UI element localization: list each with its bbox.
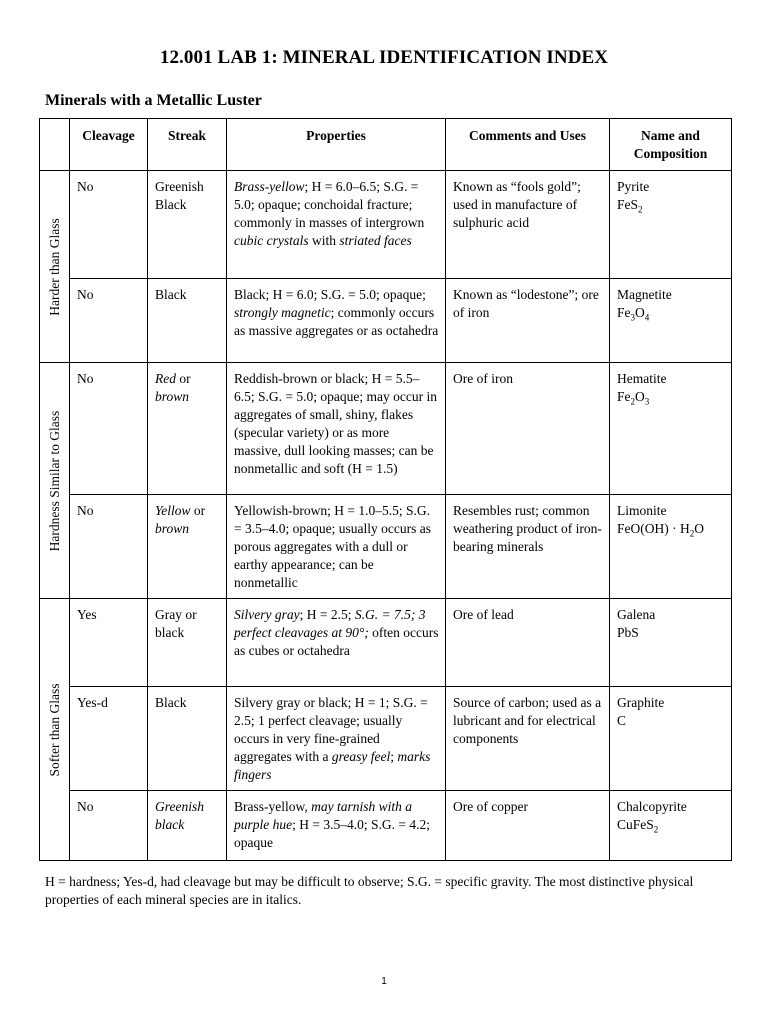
cleavage-cell: Yes-d (70, 687, 148, 791)
mineral-formula (617, 197, 643, 215)
header-comments: Comments and Uses (446, 119, 610, 171)
cleavage-cell: Yes (70, 599, 148, 687)
streak-cell (148, 171, 227, 279)
streak-cell (148, 687, 227, 791)
cleavage-cell: No (70, 791, 148, 861)
name-composition-cell (610, 279, 732, 363)
table-row (40, 687, 732, 791)
properties-cell (227, 363, 446, 495)
comments-cell: Source of carbon; used as a lubricant and for electrical components (446, 687, 610, 791)
properties-cell (227, 599, 446, 687)
comments-cell: Resembles rust; common weathering product of iron-bearing minerals (446, 495, 610, 599)
streak-text: Black (155, 695, 187, 710)
header-group-blank (40, 119, 70, 171)
name-composition-cell (610, 599, 732, 687)
properties-text: Reddish-brown or black; H = 5.5–6.5; S.G. = 5.0; opaque; may occur in aggregates of small, shiny, flakes (specular variety) or as more massive, dull looking masses; can be nonmetallic and soft (H = 1.5) (234, 371, 437, 476)
mineral-table (39, 118, 732, 861)
name-composition-cell (610, 171, 732, 279)
streak-text: or (190, 503, 206, 518)
properties-text: often occurs as cubes or octahedra (234, 625, 439, 658)
formula-text: Fe (617, 389, 631, 404)
formula-text: PbS (617, 625, 639, 640)
name-composition-cell (610, 363, 732, 495)
properties-text: Yellowish-brown; H = 1.0–5.5; S.G. = 3.5–4.0; opaque; usually occurs as porous aggregates with a dull or earthy appearance; can be nonmetallic (234, 503, 431, 590)
properties-cell (227, 495, 446, 599)
formula-text: CuFeS (617, 817, 654, 832)
mineral-name: Magnetite (617, 287, 672, 302)
streak-text: brown (155, 389, 190, 404)
properties-text: Black; H = 6.0; S.G. = 5.0; opaque; (234, 287, 426, 302)
formula-subscript: 2 (630, 396, 635, 407)
table-row (40, 495, 732, 599)
streak-text: Yellow (155, 503, 191, 518)
properties-text: ; H = 2.5; (299, 607, 355, 622)
mineral-name: Hematite (617, 371, 667, 386)
table-row (40, 791, 732, 861)
formula-subscript: 2 (653, 824, 659, 835)
name-composition-cell (610, 791, 732, 861)
streak-cell (148, 791, 227, 861)
mineral-formula (617, 389, 650, 407)
formula-text: FeO(OH) · H (617, 521, 690, 536)
properties-text: ; H = 6.0–6.5; S.G. = 5.0; opaque; conchoidal fracture; commonly in masses of intergrown (234, 179, 425, 230)
formula-text: O (694, 521, 704, 536)
cleavage-cell: No (70, 495, 148, 599)
formula-text: C (617, 713, 627, 728)
formula-text: O (635, 305, 645, 320)
formula-subscript: 3 (644, 396, 650, 407)
properties-text: marks fingers (234, 749, 431, 782)
hardness-group-label: Hardness Similar to Glass (46, 410, 62, 551)
hardness-group-cell (40, 599, 70, 861)
table-row (40, 599, 732, 687)
properties-text: Brass-yellow (234, 179, 305, 194)
comments-cell: Ore of lead (446, 599, 610, 687)
formula-subscript: 2 (689, 528, 695, 539)
properties-text: Silvery gray (234, 607, 300, 622)
header-name-line2: Composition (633, 146, 708, 161)
properties-text: with (308, 233, 340, 248)
formula-subscript: 3 (630, 312, 635, 323)
mineral-formula (617, 713, 626, 728)
table-body (40, 171, 732, 861)
streak-text: Greenish Black (155, 179, 204, 212)
properties-cell (227, 791, 446, 861)
header-name-composition (610, 119, 732, 171)
comments-cell: Known as “lodestone”; ore of iron (446, 279, 610, 363)
formula-text: FeS (617, 197, 639, 212)
properties-text: cubic crystals (234, 233, 309, 248)
table-row (40, 171, 732, 279)
streak-cell (148, 599, 227, 687)
streak-text: Red (155, 371, 176, 386)
streak-text: Black (155, 287, 187, 302)
properties-text: ; (390, 749, 398, 764)
comments-cell: Ore of iron (446, 363, 610, 495)
streak-text: brown (155, 521, 190, 536)
table-row (40, 279, 732, 363)
formula-subscript: 4 (644, 312, 650, 323)
section-title: Minerals with a Metallic Luster (45, 92, 262, 109)
streak-text: Greenish black (155, 799, 204, 832)
properties-text: ; H = 3.5–4.0; S.G. = 4.2; opaque (234, 817, 430, 850)
header-streak: Streak (148, 119, 227, 171)
properties-text: striated faces (339, 233, 412, 248)
properties-cell (227, 171, 446, 279)
properties-text: ; commonly occurs as massive aggregates or as octahedra (234, 305, 439, 338)
properties-text: Silvery gray or black; H = 1; S.G. = 2.5; 1 perfect cleavage; usually occurs in very fine-grained aggregates with a (234, 695, 428, 764)
page-number: 1 (381, 976, 387, 987)
mineral-formula (617, 305, 650, 323)
name-composition-cell (610, 687, 732, 791)
header-cleavage: Cleavage (70, 119, 148, 171)
name-composition-cell (610, 495, 732, 599)
header-name-line1: Name and (641, 128, 700, 143)
streak-cell (148, 279, 227, 363)
streak-text: Gray or black (155, 607, 197, 640)
mineral-formula (617, 625, 639, 640)
properties-text: S.G. = 7.5; 3 perfect cleavages at 90°; (234, 607, 426, 640)
formula-text: Fe (617, 305, 631, 320)
cleavage-cell: No (70, 279, 148, 363)
mineral-name: Graphite (617, 695, 665, 710)
mineral-name: Limonite (617, 503, 667, 518)
formula-subscript: 2 (638, 204, 643, 215)
footnote: H = hardness; Yes-d, had cleavage but may be difficult to observe; S.G. = specific gravity. The most distinctive physical properties of each mineral species are in italics. (45, 874, 694, 907)
properties-text: may tarnish with a purple hue (234, 799, 413, 832)
mineral-name: Galena (617, 607, 656, 622)
streak-cell (148, 363, 227, 495)
properties-text: Brass-yellow, (234, 799, 312, 814)
formula-text: O (635, 389, 645, 404)
header-properties: Properties (227, 119, 446, 171)
properties-text: strongly magnetic (234, 305, 331, 320)
comments-cell: Known as “fools gold”; used in manufacture of sulphuric acid (446, 171, 610, 279)
mineral-formula (617, 817, 659, 835)
table-header-row (40, 119, 732, 171)
properties-text: greasy feel (331, 749, 391, 764)
hardness-group-label: Harder than Glass (46, 217, 62, 316)
mineral-name: Chalcopyrite (617, 799, 687, 814)
comments-cell: Ore of copper (446, 791, 610, 861)
hardness-group-cell (40, 171, 70, 363)
streak-cell (148, 495, 227, 599)
mineral-formula (617, 521, 704, 539)
page-title: 12.001 LAB 1: MINERAL IDENTIFICATION INDEX (159, 47, 609, 68)
cleavage-cell: No (70, 171, 148, 279)
table-row (40, 363, 732, 495)
properties-cell (227, 687, 446, 791)
cleavage-cell: No (70, 363, 148, 495)
hardness-group-label: Softer than Glass (46, 683, 62, 776)
properties-cell (227, 279, 446, 363)
mineral-name: Pyrite (617, 179, 650, 194)
hardness-group-cell (40, 363, 70, 599)
streak-text: or (176, 371, 191, 386)
